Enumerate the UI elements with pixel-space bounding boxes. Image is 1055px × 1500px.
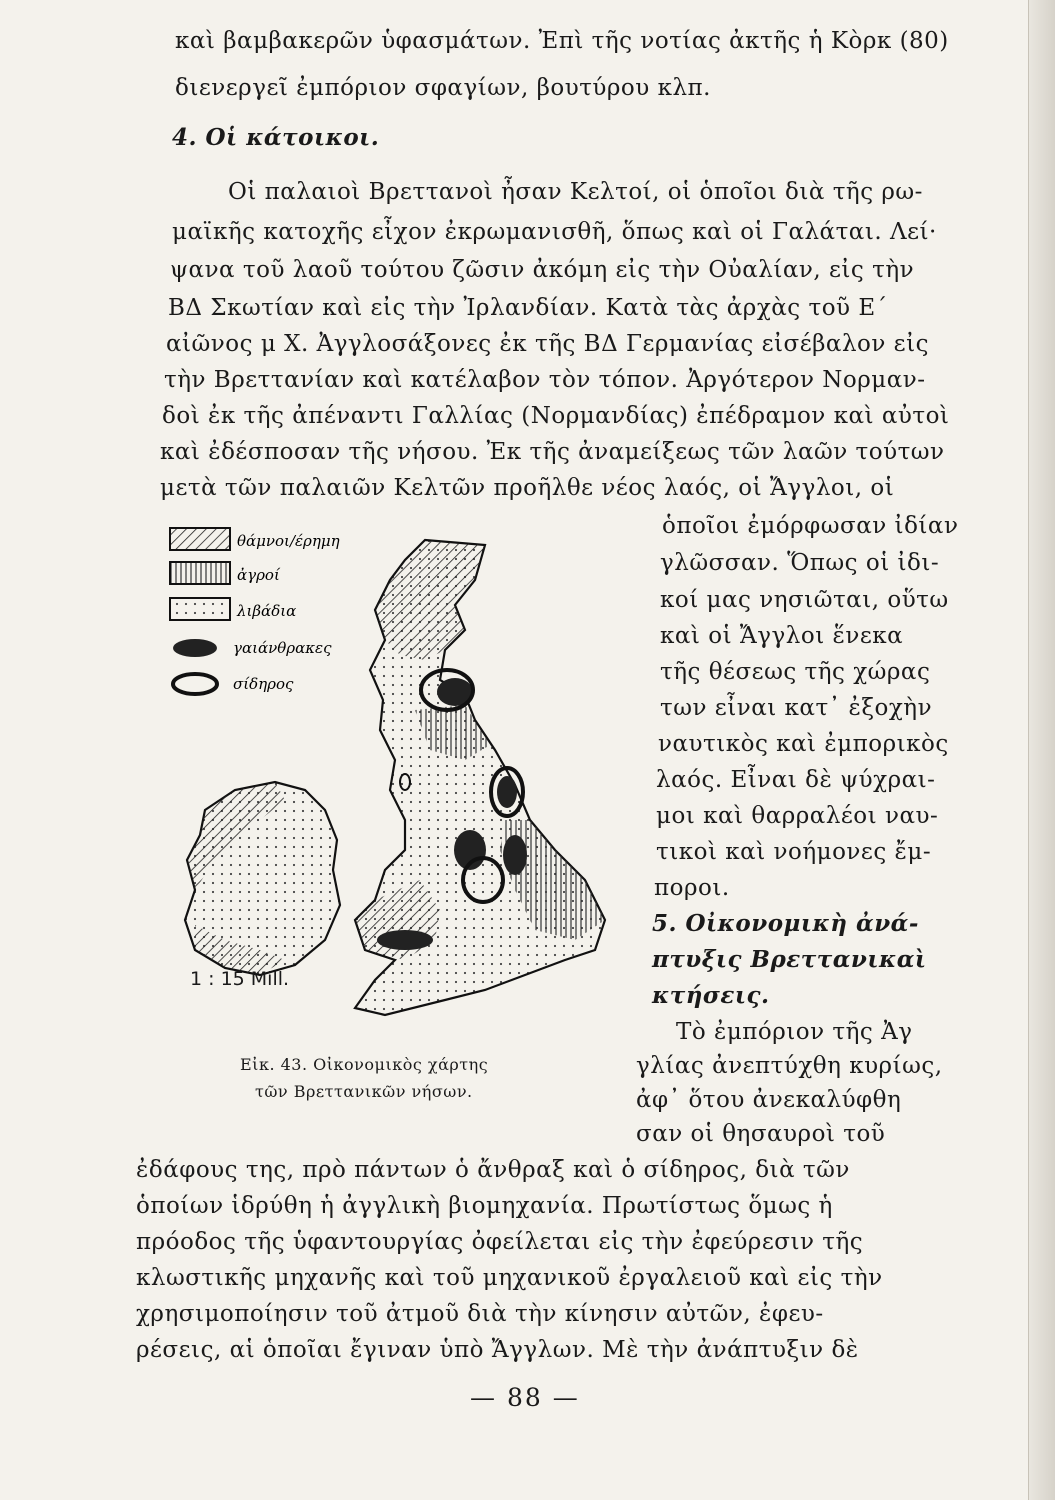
scotland-bushland <box>375 540 485 660</box>
text-line: των εἶναι κατ᾽ ἐξοχὴν <box>660 695 933 721</box>
text-line: τικοὶ καὶ νοήμονες ἔμ- <box>656 839 932 865</box>
text-line: ὁποίων ἱδρύθη ἡ ἀγγλικὴ βιομηχανία. Πρωτίστως ὅμως ἡ <box>136 1193 833 1219</box>
legend-label: σίδηρος <box>233 675 294 693</box>
text-line: ΒΔ Σκωτίαν καὶ εἰς τὴν Ἰρλανδίαν. Κατὰ τὰς ἀρχὰς τοῦ Ε΄ <box>168 295 888 321</box>
legend-swatch-meadows <box>170 598 230 620</box>
legend-swatch-coal <box>173 639 217 657</box>
text-line: τῆς θέσεως τῆς χώρας <box>660 659 931 685</box>
coal-field-yorkshire <box>503 835 527 875</box>
text-line: μετὰ τῶν παλαιῶν Κελτῶν προῆλθε νέος λαός, οἱ Ἄγγλοι, οἱ <box>160 475 895 501</box>
text-line: μαϊκῆς κατοχῆς εἶχον ἐκρωμανισθῆ, ὅπως καὶ οἱ Γαλάται. Λεί· <box>172 219 937 245</box>
text-line: αἰῶνος μ Χ. Ἀγγλοσάξονες ἐκ τῆς ΒΔ Γερμανίας εἰσέβαλον εἰς <box>166 331 930 357</box>
text-line: ὁποῖοι ἐμόρφωσαν ἰδίαν <box>662 513 959 539</box>
section-heading: κτήσεις. <box>652 982 770 1009</box>
text-line: ἀφ᾽ ὅτου ἀνεκαλύφθη <box>636 1087 902 1113</box>
figure-caption: τῶν Βρεττανικῶν νήσων. <box>255 1082 473 1101</box>
legend-swatch-fields <box>170 562 230 584</box>
text-line: κοί μας νησιῶται, οὕτω <box>660 587 949 613</box>
text-line: ποροι. <box>654 875 730 901</box>
text-line: τὴν Βρεττανίαν καὶ κατέλαβον τὸν τόπον. Ἀργότερον Νορμαν- <box>164 367 926 393</box>
legend-swatch-bushland <box>170 528 230 550</box>
text-line: μοι καὶ θαρραλέοι ναυ- <box>656 803 939 829</box>
text-line: καὶ ἐδέσποσαν τῆς νήσου. Ἐκ τῆς ἀναμείξεως τῶν λαῶν τούτων <box>160 439 945 465</box>
map-legend <box>170 528 340 694</box>
map-svg <box>165 520 635 1040</box>
text-line: ρέσεις, αἱ ὁποῖαι ἔγιναν ὑπὸ Ἄγγλων. Μὲ τὴν ἀνάπτυξιν δὲ <box>136 1337 859 1363</box>
text-line: Τὸ ἐμπόριον τῆς Ἀγ <box>676 1019 913 1045</box>
economic-map-figure <box>165 520 635 1040</box>
section-heading: πτυξις Βρεττανικαὶ <box>652 946 927 973</box>
section-heading: 4. Οἱ κάτοικοι. <box>172 124 380 151</box>
legend-label: λιβάδια <box>237 602 297 620</box>
legend-label: θάμνοι/έρημη <box>237 532 340 550</box>
text-line: δοὶ ἐκ τῆς ἀπέναντι Γαλλίας (Νορμανδίας) ἐπέδραμον καὶ αὐτοὶ <box>162 403 950 429</box>
text-line: κλωστικῆς μηχανῆς καὶ τοῦ μηχανικοῦ ἐργαλειοῦ καὶ εἰς τὴν <box>136 1265 883 1291</box>
text-line: γλίας ἀνεπτύχθη κυρίως, <box>636 1053 943 1079</box>
text-line: ψανα τοῦ λαοῦ τούτου ζῶσιν ἀκόμη εἰς τὴν Οὐαλίαν, εἰς τὴν <box>170 257 915 283</box>
coal-field-newcastle <box>497 776 517 808</box>
text-line: διενεργεῖ ἐμπόριον σφαγίων, βουτύρου κλπ. <box>175 75 711 101</box>
text-line: λαός. Εἶναι δὲ ψύχραι- <box>656 767 936 793</box>
text-line: γλῶσσαν. Ὅπως οἱ ἰδι- <box>660 550 940 576</box>
text-line: χρησιμοποίησιν τοῦ ἀτμοῦ διὰ τὴν κίνησιν αὐτῶν, ἐφευ- <box>136 1301 824 1327</box>
legend-label: ἀγροί <box>237 566 280 584</box>
section-heading: 5. Οἰκονομικὴ ἀνά- <box>652 910 919 937</box>
text-line: καὶ οἱ Ἄγγλοι ἕνεκα <box>660 623 904 649</box>
text-line: ναυτικὸς καὶ ἐμπορικὸς <box>658 731 949 757</box>
figure-caption: Εἰκ. 43. Οἰκονομικὸς χάρτης <box>240 1055 489 1074</box>
text-line: Οἱ παλαιοὶ Βρεττανοὶ ἦσαν Κελτοί, οἱ ὁποῖοι διὰ τῆς ρω- <box>228 179 923 205</box>
text-line: ἐδάφους της, πρὸ πάντων ὁ ἄνθραξ καὶ ὁ σίδηρος, διὰ τῶν <box>136 1157 850 1183</box>
text-line: καὶ βαμβακερῶν ὑφασμάτων. Ἐπὶ τῆς νοτίας ἀκτῆς ἡ Κὸρκ (80) <box>175 28 949 54</box>
page-edge <box>1028 0 1055 1500</box>
map-scale: 1 : 15 Mill. <box>190 968 290 990</box>
text-line: πρόοδος τῆς ὑφαντουργίας ὀφείλεται εἰς τὴν ἐφεύρεσιν τῆς <box>136 1229 864 1255</box>
coal-field-wales <box>377 930 433 950</box>
page-number: — 88 — <box>470 1383 580 1412</box>
legend-swatch-iron <box>173 674 217 694</box>
text-line: σαν οἱ θησαυροὶ τοῦ <box>636 1121 886 1147</box>
legend-label: γαιάνθρακες <box>233 639 332 657</box>
